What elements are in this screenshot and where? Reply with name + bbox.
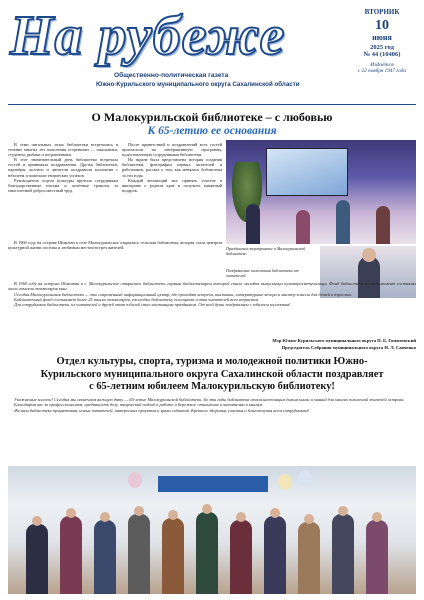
photo1-caption: Праздничное мероприятие в Малокурильской библиотеке.: [226, 246, 306, 256]
photo-person-head: [372, 512, 382, 522]
photo-person-head: [100, 512, 110, 522]
article1-column-1: [8, 142, 118, 238]
photo-person: [230, 520, 252, 594]
weekday: ВТОРНИК: [364, 8, 400, 16]
paragraph: Каждый желающий мог принять участие в викторине о родном крае и получить памятный подарок.: [122, 177, 222, 193]
photo-person-head: [270, 508, 280, 518]
paragraph: После приветствий и поздравлений всех гостей пригласили на интерактивную программу, подготовленную сотрудниками библиотеки.: [122, 142, 222, 158]
photo-person: [264, 516, 286, 594]
paragraph: Уважаемые коллеги! Сегодня мы отмечаем важную дату — 65-летие Малокурильской библиотеки. За эти годы библиотека стала настоящим домом книги и знаний для многих поколений жителей острова.: [14, 397, 405, 402]
photo-person: [60, 516, 82, 594]
day-number: 10: [375, 18, 389, 33]
photo-person: [296, 210, 310, 244]
paragraph: Библиотечный фонд составляет более 25 тысяч экземпляров, ежегодно библиотеку посещают сотни читателей всех возрастов.: [14, 296, 260, 302]
photo-person-head: [134, 506, 144, 516]
photo-person-head: [304, 514, 314, 524]
paragraph: Желаем библиотеке процветания, новых читателей, интересных проектов и ярких событий. Крепкого здоровья, счастья и благополучия всем сотрудникам!: [14, 407, 310, 413]
photo-person-head: [338, 506, 348, 516]
article1-body: [8, 281, 416, 307]
photo-person: [196, 512, 218, 594]
photo-person: [162, 518, 184, 594]
photo-person-head: [362, 248, 376, 262]
signature-chairman: Председатель Собрания муниципального округа Н. Л. Савченко: [281, 345, 416, 350]
issue-date-box: [352, 6, 412, 74]
paragraph: Руководитель отдела культуры вручила сотрудникам благодарственные письма и почётные грамоты за многолетний добросовестный труд.: [8, 177, 118, 193]
photo-person-head: [32, 516, 42, 526]
paragraph: Сегодня Малокурильская библиотека — это современный информационный центр, где проходят встречи, выставки, литературные вечера и мастер-классы для детей и взрослых.: [14, 291, 353, 297]
paragraph: В 1960 году на острове Шикотан в с. Малокурильское открылась библиотека, первым библиотекарем которой стала молодая выпускница культпросветучилища. Фонд библиотеки на тот момент составлял около тысячи экземпляров книг.: [8, 281, 416, 292]
photo-person: [128, 514, 150, 594]
month: июня: [372, 33, 392, 42]
paragraph: В этот знаменательный день библиотека встречала гостей и принимала поздравления. Друзья библиотеки, партнёры, коллеги и читатели поздравили коллектив с юбилеем и пожелали творческих успехов.: [8, 157, 118, 178]
article1-subhead: К 65-летию ее основания: [147, 125, 277, 137]
photo-projection-screen: [266, 148, 348, 196]
published-since-label: Издаётся: [370, 62, 394, 68]
photo-person: [298, 522, 320, 594]
photo-person-head: [202, 504, 212, 514]
article2-headline: Отдел культуры, спорта, туризма и молодежной политики Южно-Курильского муниципального округа Сахалинской области поздравляет с 65-летним юбилеем Малокурильскую библиотеку!: [40, 356, 384, 392]
photo-person-head: [236, 512, 246, 522]
library-event-photo: [226, 140, 416, 244]
photo-person-head: [168, 510, 178, 520]
article1-headline: О Малокурильской библиотеке – с любовью: [91, 110, 333, 124]
group-photo: [8, 466, 416, 594]
masthead: [8, 6, 416, 102]
photo-person-head: [66, 508, 76, 518]
photo2-caption: Поздравление коллектива библиотеки от читателей.: [226, 268, 299, 278]
paragraph: В семи читальных залах библиотеки встречались в течение многих лет поколения островитян — школьники, студенты, рыбаки и пограничники.: [8, 142, 118, 158]
masthead-divider: [8, 104, 416, 105]
masthead-region: Южно-Курильского муниципального округа Сахалинской области: [96, 81, 300, 88]
paragraph: Для сотрудников библиотеки, их читателей и друзей этот юбилей стал настоящим праздником. От всей души поздравляем с юбилеем коллектив!: [14, 302, 291, 308]
paragraph: В 1960 году на острове Шикотан в селе Малокурильское открылась сельская библиотека, которая стала центром культурной жизни посёлка и любимым местом встреч жителей.: [8, 240, 222, 251]
paragraph: Благодарим вас за профессионализм, преданность делу, творческий подход к работе и бережное отношение к читателям и книгам.: [14, 402, 264, 408]
photo-balloon: [278, 474, 292, 490]
signature-mayor: Мэр Южно-Курильского муниципального округа П. Б. Гомилевский: [272, 338, 416, 343]
photo-balloon: [128, 472, 142, 488]
photo-person: [366, 520, 388, 594]
issue-number: № 44 (10406): [363, 51, 401, 58]
photo-banner: [158, 476, 268, 492]
article2-body: [8, 397, 416, 413]
paragraph: На экране была представлена история создания библиотеки, фотографии первых читателей и работников, рассказ о том, как менялась библиотека за эти годы.: [122, 157, 222, 178]
photo-person: [26, 524, 48, 594]
photo-balloon: [298, 470, 312, 486]
photo-person: [376, 206, 390, 244]
article1-column-3: [8, 240, 222, 274]
newspaper-logo: На рубеже: [10, 5, 286, 67]
photo-person: [94, 520, 116, 594]
photo-person: [336, 200, 350, 244]
photo-person: [246, 204, 260, 244]
published-since-date: с 22 ноября 1947 года: [358, 68, 406, 74]
year: 2025 год: [370, 44, 394, 51]
photo-person: [332, 514, 354, 594]
masthead-subtitle: Общественно-политическая газета: [114, 72, 229, 79]
